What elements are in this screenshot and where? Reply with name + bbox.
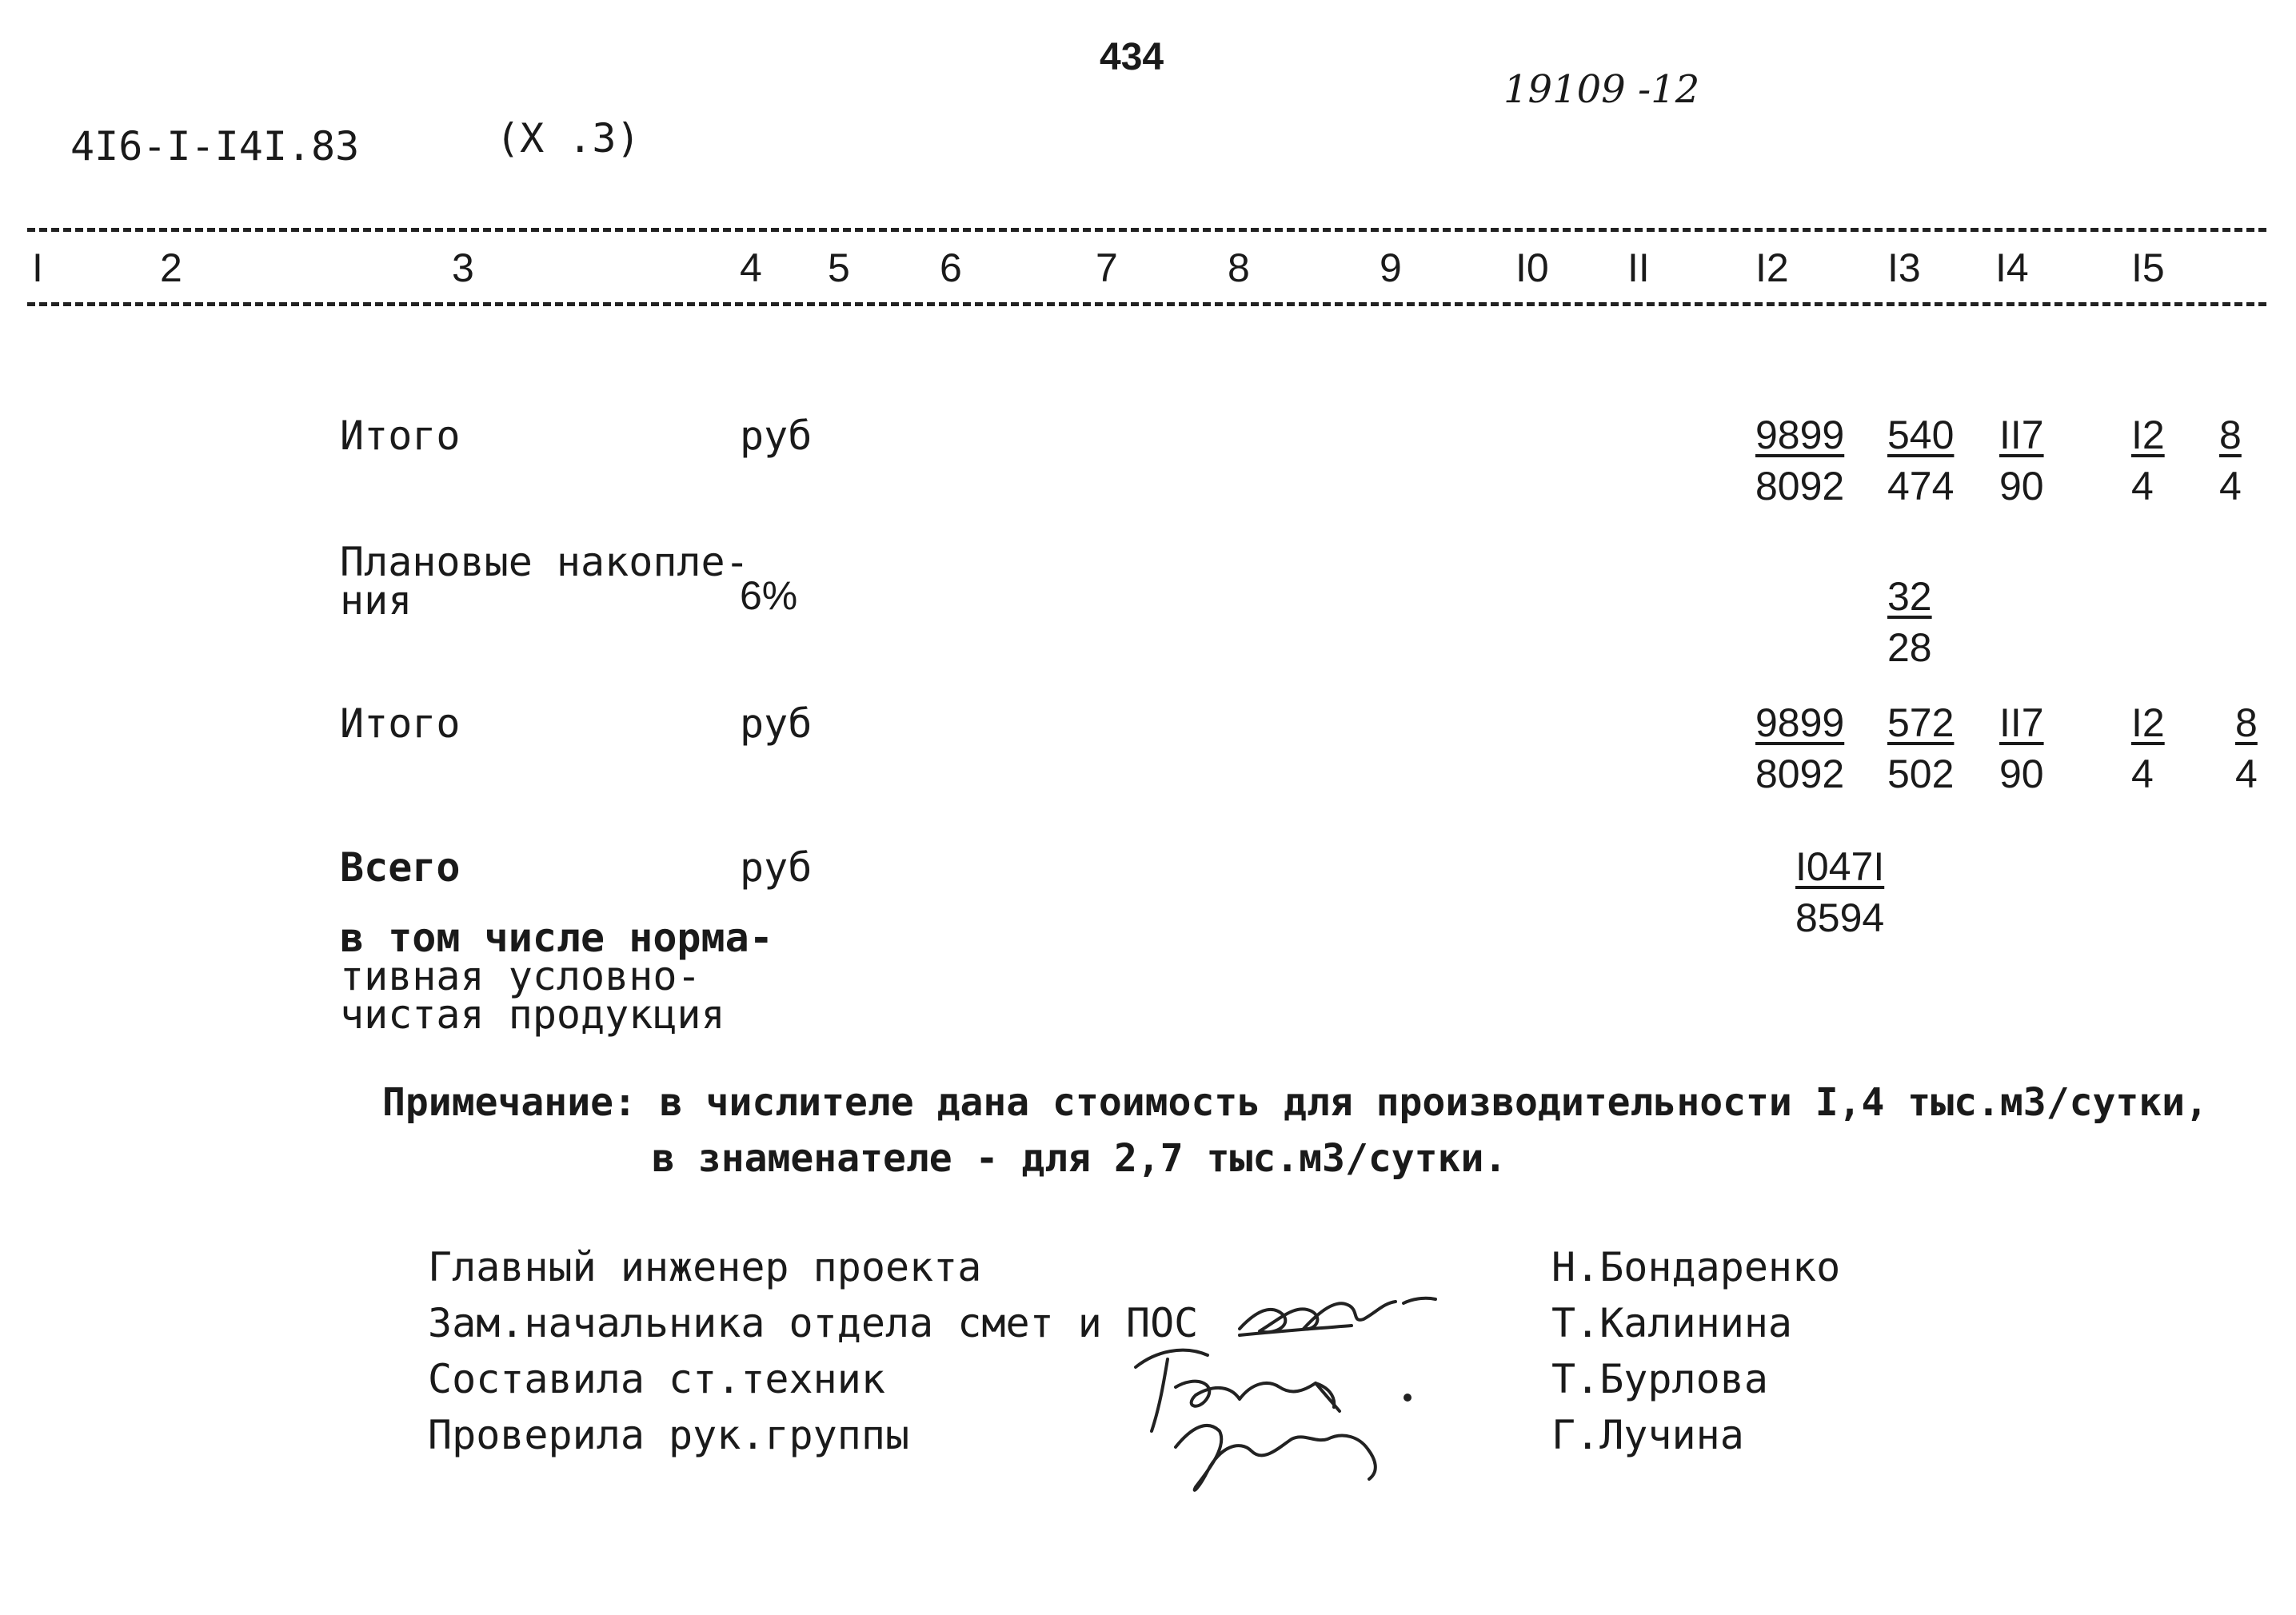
numerator: I047I (1795, 844, 1885, 889)
row-unit: руб (740, 844, 813, 891)
numerator: 8 (2219, 413, 2242, 457)
handwritten-signatures (1120, 1255, 1455, 1503)
col14-value (1999, 697, 2044, 800)
denominator: 90 (1999, 752, 2044, 796)
row-label-line2: ния (340, 577, 413, 624)
row-label: Итого (340, 700, 461, 747)
col-6: 6 (940, 245, 962, 290)
numerator: I2 (2131, 413, 2165, 457)
denominator: 4 (2235, 752, 2258, 796)
numerator: 9899 (1755, 413, 1845, 457)
row-unit: руб (740, 413, 813, 459)
row-label-line1: Плановые накопле- (340, 539, 749, 585)
page-number: 434 (1100, 36, 1164, 78)
denominator: 4 (2131, 464, 2154, 508)
col-7: 7 (1096, 245, 1118, 290)
signatory-name-4: Г.Лучина (1551, 1412, 1744, 1458)
numerator: II7 (1999, 413, 2044, 457)
archive-code: 19109 -12 (1503, 67, 1700, 112)
denominator: 8594 (1795, 895, 1885, 940)
note-line2: в знаменателе - для 2,7 тыс.м3/сутки. (652, 1136, 1507, 1181)
col-4: 4 (740, 245, 762, 290)
denominator: 8092 (1755, 752, 1845, 796)
signatory-role-3: Составила ст.техник (428, 1356, 885, 1402)
col15a-value (2131, 409, 2165, 512)
col15b-value (2235, 697, 2258, 800)
numerator: 572 (1887, 700, 1955, 745)
row-unit: руб (740, 700, 813, 747)
col14-value (1999, 409, 2044, 512)
col-8: 8 (1228, 245, 1250, 290)
col12-value (1755, 409, 1844, 512)
numerator: 540 (1887, 413, 1955, 457)
col-15: I5 (2131, 245, 2165, 290)
col-2: 2 (160, 245, 182, 290)
numerator: 32 (1887, 574, 1932, 619)
denominator: 502 (1887, 752, 1955, 796)
col-3: 3 (452, 245, 474, 290)
incl-line2: тивная условно- (340, 953, 701, 999)
col15a-value (2131, 697, 2165, 800)
denominator: 4 (2131, 752, 2154, 796)
row-unit: 6% (740, 573, 798, 618)
row-label: Итого (340, 413, 461, 459)
signatory-role-4: Проверила рук.группы (428, 1412, 910, 1458)
col-13: I3 (1887, 245, 1921, 290)
numerator: 8 (2235, 700, 2258, 745)
col13-value (1887, 697, 1954, 800)
col-9: 9 (1380, 245, 1402, 290)
denominator: 90 (1999, 464, 2044, 508)
header-rule-top (27, 228, 2266, 232)
col12-value (1755, 697, 1844, 800)
signatory-name-2: Т.Калинина (1551, 1300, 1793, 1346)
col15b-value (2219, 409, 2242, 512)
sheet-number: (Х .3) (496, 115, 641, 162)
signatory-role-1: Главный инженер проекта (428, 1244, 982, 1290)
numerator: I2 (2131, 700, 2165, 745)
numerator: II7 (1999, 700, 2044, 745)
incl-line1: в том числе норма- (340, 915, 773, 961)
signatory-name-3: Т.Бурлова (1551, 1356, 1768, 1402)
denominator: 474 (1887, 464, 1955, 508)
numerator: 9899 (1755, 700, 1845, 745)
incl-line3: чистая продукция (340, 991, 725, 1038)
denominator: 28 (1887, 625, 1932, 670)
denominator: 4 (2219, 464, 2242, 508)
signatory-role-2: Зам.начальника отдела смет и ПОС (428, 1300, 1199, 1346)
document-code: 4I6-I-I4I.83 (70, 123, 360, 169)
col-11: II (1627, 245, 1650, 290)
col13-value (1887, 571, 1932, 673)
note-line1: Примечание: в числителе дана стоимость для производительности I,4 тыс.м3/сутки, (382, 1080, 2208, 1125)
row-label: Всего (340, 844, 461, 891)
col-10: I0 (1515, 245, 1549, 290)
denominator: 8092 (1755, 464, 1845, 508)
signatory-name-1: Н.Бондаренко (1551, 1244, 1841, 1290)
col-1: I (32, 245, 43, 290)
col-5: 5 (828, 245, 850, 290)
col-12: I2 (1755, 245, 1789, 290)
header-rule-bottom (27, 302, 2266, 306)
col-14: I4 (1995, 245, 2029, 290)
col13-value (1887, 409, 1954, 512)
total-value (1795, 841, 1884, 943)
